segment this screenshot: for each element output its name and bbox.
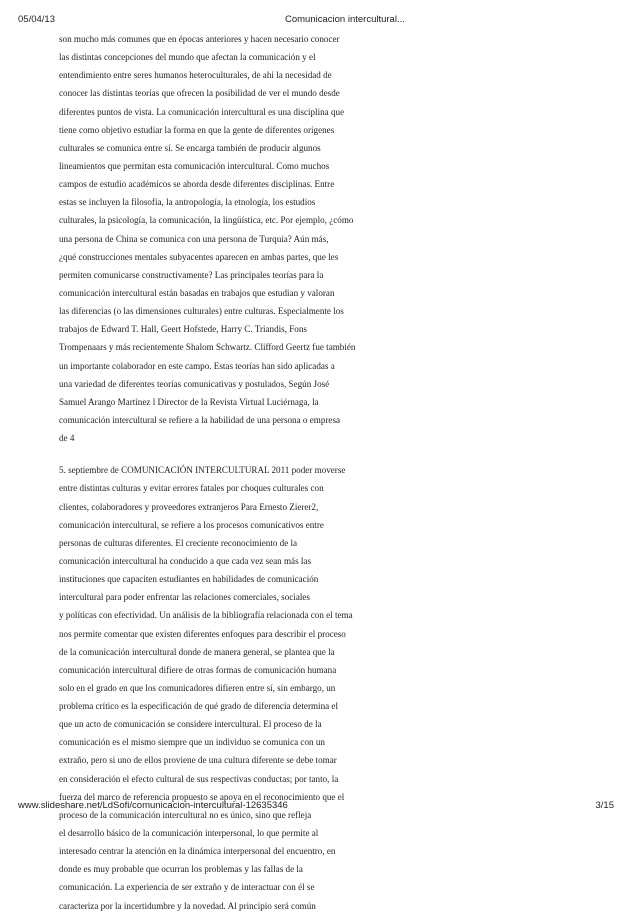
text-line: extraño, pero si uno de ellos proviene de una cultura diferente se debe tomar: [59, 755, 337, 766]
text-line: problema crítico es la especificación de qué grado de diferencia determina el: [59, 701, 338, 712]
print-date: 05/04/13: [18, 14, 55, 25]
text-line: ¿qué construcciones mentales subyacentes aparecen en ambas partes, que les: [59, 251, 339, 262]
paragraph-gap: [59, 447, 323, 461]
text-line: clientes, colaboradores y proveedores extranjeros Para Ernesto Zierer2,: [59, 501, 319, 512]
page-title: Comunicacion intercultural...: [285, 14, 405, 25]
document-body: [59, 30, 356, 915]
text-line: una persona de China se comunica con una persona de Turquía? Aún más,: [59, 233, 329, 244]
text-line: permiten comunicarse constructivamente? Las principales teorías para la: [59, 269, 324, 280]
source-url-link[interactable]: www.slideshare.net/LdSofi/comunicacion-intercultural-12635346: [18, 800, 288, 811]
text-line: Samuel Arango Martínez l Director de la Revista Virtual Luciérnaga, la: [59, 396, 319, 407]
page-footer: [0, 800, 638, 814]
text-line: comunicación intercultural ha conducido a que cada vez sean más las: [59, 555, 311, 566]
text-line: culturales se comunica entre sí. Se encarga también de producir algunos: [59, 142, 321, 153]
text-line: en consideración el efecto cultural de sus respectivas conductas; por tanto, la: [59, 773, 339, 784]
text-line: fuerza del marco de referencia propuesto se apoya en el reconocimiento que el: [59, 791, 345, 802]
text-line: lineamientos que permitan esta comunicación intercultural. Como muchos: [59, 160, 330, 171]
text-line: comunicación es el mismo siempre que un individuo se comunica con un: [59, 737, 325, 748]
text-line: donde es muy probable que ocurran los problemas y las fallas de la: [59, 864, 303, 875]
text-line: que un acto de comunicación se considere intercultural. El proceso de la: [59, 719, 322, 730]
text-line: campos de estudio académicos se aborda desde diferentes disciplinas. Entre: [59, 179, 335, 190]
text-line: diferentes puntos de vista. La comunicación intercultural es una disciplina que: [59, 106, 345, 117]
text-line: proceso de la comunicación intercultural no es único, sino que refleja: [59, 809, 312, 820]
text-line: interesado centrar la atención en la dinámica interpersonal del encuentro, en: [59, 846, 336, 857]
text-line: personas de culturas diferentes. El creciente reconocimiento de la: [59, 537, 298, 548]
text-line: culturales, la psicología, la comunicación, la lingüística, etc. Por ejemplo, ¿cómo: [59, 215, 354, 226]
paragraph: [59, 30, 356, 447]
text-line: intercultural para poder enfrentar las relaciones comerciales, sociales: [59, 592, 310, 603]
text-line: el desarrollo básico de la comunicación interpersonal, lo que permite al: [59, 828, 319, 839]
text-line: un importante colaborador en este campo. Estas teorías han sido aplicadas a: [59, 360, 335, 371]
page-header: [0, 14, 638, 28]
text-line: son mucho más comunes que en épocas anteriores y hacen necesario conocer: [59, 34, 340, 44]
text-line: trabajos de Edward T. Hall, Geert Hofstede, Harry C. Triandis, Fons: [59, 324, 307, 335]
text-line: caracteriza por la incertidumbre y la novedad. Al principio será común: [59, 900, 316, 911]
text-line: comunicación intercultural se refiere a la habilidad de una persona o empresa: [59, 414, 341, 425]
text-line: estas se incluyen la filosofía, la antropología, la etnología, los estudios: [59, 197, 316, 208]
text-line: y políticas con efectividad. Un análisis de la bibliografía relacionada con el tema: [59, 610, 353, 621]
text-line: de la comunicación intercultural donde de manera general, se plantea que la: [59, 646, 335, 657]
text-line: las diferencias (o las dimensiones culturales) entre culturas. Especialmente los: [59, 306, 344, 317]
text-line: comunicación. La experiencia de ser extraño y de interactuar con él se: [59, 882, 315, 893]
text-line: conocer las distintas teorías que ofrecen la posibilidad de ver el mundo desde: [59, 88, 340, 99]
text-line: Trompenaars y más recientemente Shalom Schwartz. Clifford Geertz fue también: [59, 342, 356, 353]
text-line: entre distintas culturas y evitar errores fatales por choques culturales con: [59, 483, 324, 494]
paragraph: [59, 461, 353, 915]
text-line: solo en el grado en que los comunicadores difieren entre sí, sin embargo, un: [59, 682, 336, 693]
text-line: tiene como objetivo estudiar la forma en que la gente de diferentes orígenes: [59, 124, 335, 135]
text-line: las distintas concepciones del mundo que afectan la comunicación y el: [59, 52, 316, 63]
text-line: entendimiento entre seres humanos heteroculturales, de ahí la necesidad de: [59, 70, 332, 81]
text-line: instituciones que capaciten estudiantes en habilidades de comunicación: [59, 574, 319, 585]
text-line: nos permite comentar que existen diferentes enfoques para describir el proceso: [59, 628, 346, 639]
text-line: de 4: [59, 433, 75, 444]
text-line: comunicación intercultural, se refiere a los procesos comunicativos entre: [59, 519, 324, 530]
page-number: 3/15: [595, 800, 614, 811]
text-line: una variedad de diferentes teorías comunicativas y postulados, Según José: [59, 378, 330, 389]
text-line: comunicación intercultural están basadas en trabajos que estudian y valoran: [59, 287, 335, 298]
text-line: 5. septiembre de COMUNICACIÓN INTERCULTURAL 2011 poder moverse: [59, 465, 346, 476]
text-line: comunicación intercultural difiere de otras formas de comunicación humana: [59, 664, 337, 675]
